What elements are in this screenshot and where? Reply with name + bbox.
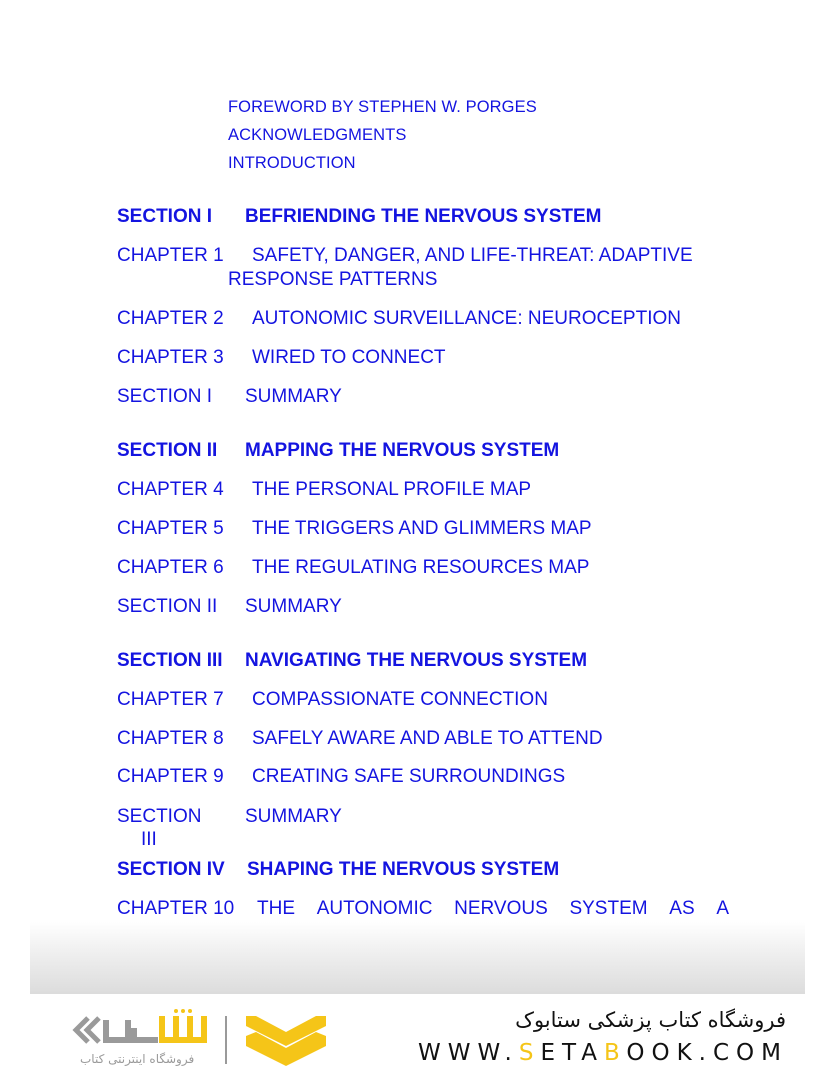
url-part: OOK.COM [626, 1040, 788, 1066]
title-word: A [716, 898, 729, 919]
chapter-title: COMPASSIONATE CONNECTION [252, 689, 548, 710]
setabook-logo [66, 1008, 336, 1070]
chapter-label: CHAPTER 1 [117, 245, 224, 266]
section-title: NAVIGATING THE NERVOUS SYSTEM [245, 650, 588, 671]
section-label: SECTION I [117, 386, 213, 407]
chapter-title: THE TRIGGERS AND GLIMMERS MAP [252, 518, 592, 539]
logo-tagline: فروشگاه اینترنتی کتاب [80, 1052, 195, 1066]
section-label: SECTION I [117, 206, 213, 227]
chapter-title-cont: RESPONSE PATTERNS [228, 269, 438, 290]
page-bottom-shadow [30, 922, 805, 994]
chapter-label: CHAPTER 5 [117, 518, 224, 539]
section-title: SHAPING THE NERVOUS SYSTEM [247, 859, 560, 880]
section-title: BEFRIENDING THE NERVOUS SYSTEM [245, 206, 602, 227]
chapter-label: CHAPTER 6 [117, 557, 224, 578]
section-label-line1: SECTION [117, 806, 202, 827]
section-title: MAPPING THE NERVOUS SYSTEM [245, 440, 560, 461]
title-word: NERVOUS [454, 898, 548, 919]
chapter-label: CHAPTER 9 [117, 766, 224, 787]
url-part-highlight: S [518, 1040, 541, 1066]
toc-foreword[interactable]: FOREWORD BY STEPHEN W. PORGES [228, 98, 537, 116]
chapter-label: CHAPTER 4 [117, 479, 224, 500]
chapter-label: CHAPTER 10 [117, 898, 235, 919]
chapter-title: THE PERSONAL PROFILE MAP [252, 479, 532, 500]
toc-acknowledgments[interactable]: ACKNOWLEDGMENTS [228, 126, 407, 144]
chapter-label: CHAPTER 7 [117, 689, 224, 710]
section-label: SECTION IV [117, 859, 225, 880]
title-word: SYSTEM [569, 898, 648, 919]
title-word: AS [669, 898, 695, 919]
chapter-title: CREATING SAFE SURROUNDINGS [252, 766, 566, 787]
chapter-label: CHAPTER 8 [117, 728, 224, 749]
summary-title: SUMMARY [245, 386, 342, 407]
chapter-title: SAFETY, DANGER, AND LIFE-THREAT: ADAPTIVE [252, 245, 693, 266]
chapter-title: SAFELY AWARE AND ABLE TO ATTEND [252, 728, 603, 749]
chapter-title [257, 897, 729, 920]
section-label: SECTION II [117, 596, 218, 617]
shop-name: فروشگاه کتاب پزشکی ستابوک [515, 1008, 786, 1032]
chapter-title: AUTONOMIC SURVEILLANCE: NEUROCEPTION [252, 308, 681, 329]
url-part-highlight: B [604, 1040, 627, 1066]
title-word: THE [257, 898, 295, 919]
chapter-title: THE REGULATING RESOURCES MAP [252, 557, 590, 578]
chapter-label: CHAPTER 2 [117, 308, 224, 329]
site-url[interactable] [418, 1040, 788, 1066]
section-label [117, 805, 217, 851]
section-label: SECTION III [117, 650, 223, 671]
section-label-line2: III [141, 829, 157, 850]
summary-title: SUMMARY [245, 596, 342, 617]
url-part: WWW. [417, 1040, 519, 1066]
chapter-title: WIRED TO CONNECT [252, 347, 446, 368]
section-label: SECTION II [117, 440, 218, 461]
title-word: AUTONOMIC [316, 898, 433, 919]
chapter-label: CHAPTER 3 [117, 347, 224, 368]
url-part: ETA [540, 1040, 605, 1066]
summary-title: SUMMARY [245, 806, 342, 827]
toc-introduction[interactable]: INTRODUCTION [228, 154, 356, 172]
footer-watermark [0, 994, 834, 1080]
